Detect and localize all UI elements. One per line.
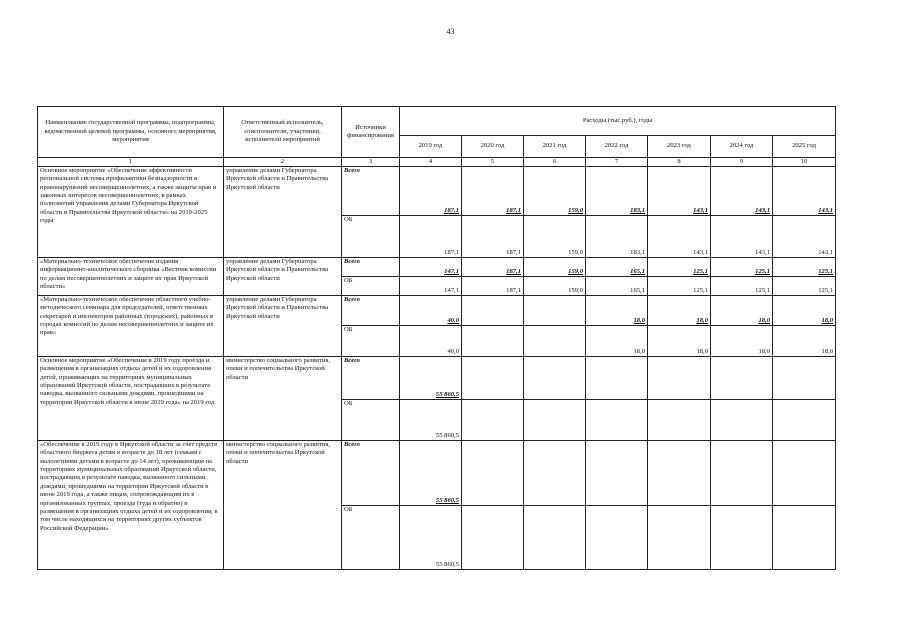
column-numbers-row bbox=[38, 158, 836, 167]
ob-value: 187,1 bbox=[400, 216, 462, 258]
ob-value: 55 860,5 bbox=[400, 400, 462, 441]
header-year: 2019 год bbox=[400, 136, 462, 158]
ob-value bbox=[586, 506, 648, 570]
total-value: 183,1 bbox=[586, 167, 648, 216]
ob-value: 18,0 bbox=[648, 326, 711, 357]
header-year: 2021 год bbox=[524, 136, 586, 158]
source-total-label: Всего bbox=[342, 441, 400, 506]
table-row bbox=[38, 296, 836, 326]
header-year: 2024 год bbox=[711, 136, 773, 158]
source-total-label: Всего bbox=[342, 296, 400, 326]
total-value: 143,1 bbox=[711, 167, 773, 216]
total-value bbox=[524, 441, 586, 506]
total-value bbox=[648, 357, 711, 400]
total-value bbox=[524, 296, 586, 326]
ob-value bbox=[586, 400, 648, 441]
total-value bbox=[462, 357, 524, 400]
source-total-label: Всего bbox=[342, 258, 400, 277]
table-row bbox=[38, 441, 836, 506]
ob-value bbox=[711, 506, 773, 570]
column-number: 9 bbox=[711, 158, 773, 167]
total-value bbox=[711, 357, 773, 400]
row-executor: министерство социального развития, опеки и попечительства Иркутской области bbox=[224, 441, 342, 570]
total-value: 55 860,5 bbox=[400, 441, 462, 506]
ob-value: 147,1 bbox=[400, 277, 462, 296]
total-value: 18,0 bbox=[773, 296, 836, 326]
ob-value: 18,0 bbox=[586, 326, 648, 357]
total-value: 125,1 bbox=[711, 258, 773, 277]
ob-value bbox=[773, 506, 836, 570]
ob-value: 143,1 bbox=[773, 216, 836, 258]
total-value: 159,0 bbox=[524, 167, 586, 216]
ob-value bbox=[773, 400, 836, 441]
total-value: 143,1 bbox=[773, 167, 836, 216]
row-executor: управление делами Губернатора Иркутской области и Правительства Иркутской области bbox=[224, 296, 342, 357]
total-value: 187,1 bbox=[400, 167, 462, 216]
source-ob-label: ОБ bbox=[342, 400, 400, 441]
row-executor: управление делами Губернатора Иркутской области и Правительства Иркутской области bbox=[224, 167, 342, 258]
row-executor: управление делами Губернатора Иркутской области и Правительства Иркутской области bbox=[224, 258, 342, 296]
ob-value: 55 860,5 bbox=[400, 506, 462, 570]
total-value: 125,1 bbox=[773, 258, 836, 277]
header-name: Наименование государственной программы, подпрограммы, ведомственной целевой программы, основного мероприятия, мероприятия bbox=[38, 107, 224, 158]
ob-value: 159,0 bbox=[524, 277, 586, 296]
total-value: 18,0 bbox=[711, 296, 773, 326]
table-row bbox=[38, 258, 836, 277]
ob-value: 125,1 bbox=[648, 277, 711, 296]
total-value: 55 860,5 bbox=[400, 357, 462, 400]
source-ob-label: ОБ bbox=[342, 277, 400, 296]
ob-value: 143,1 bbox=[648, 216, 711, 258]
ob-value: 187,1 bbox=[462, 216, 524, 258]
header-expenses: Расходы (тыс.руб.), годы bbox=[400, 107, 836, 136]
ob-value bbox=[648, 506, 711, 570]
ob-value bbox=[462, 506, 524, 570]
source-total-label: Всего bbox=[342, 167, 400, 216]
ob-value bbox=[524, 506, 586, 570]
ob-value bbox=[648, 400, 711, 441]
ob-value: 125,1 bbox=[711, 277, 773, 296]
ob-value bbox=[524, 400, 586, 441]
ob-value: 40,0 bbox=[400, 326, 462, 357]
ob-value bbox=[462, 326, 524, 357]
total-value: 18,0 bbox=[586, 296, 648, 326]
total-value: 159,0 bbox=[524, 258, 586, 277]
row-name: «Материально-техническое обеспечение издания информационно-аналитического сборника «Вестник комиссии по делам несовершеннолетних и защите их прав Иркутской области» bbox=[38, 258, 224, 296]
table-body bbox=[38, 167, 836, 570]
total-value: 40,0 bbox=[400, 296, 462, 326]
ob-value bbox=[524, 326, 586, 357]
header-year: 2022 год bbox=[586, 136, 648, 158]
column-number: 6 bbox=[524, 158, 586, 167]
total-value bbox=[648, 441, 711, 506]
table-row bbox=[38, 167, 836, 216]
ob-value: 125,1 bbox=[773, 277, 836, 296]
column-number: 5 bbox=[462, 158, 524, 167]
column-number: 10 bbox=[773, 158, 836, 167]
header-source: Источники финансирования bbox=[342, 107, 400, 158]
total-value bbox=[586, 357, 648, 400]
source-total-label: Всего bbox=[342, 357, 400, 400]
table-row bbox=[38, 357, 836, 400]
expenses-table bbox=[37, 106, 836, 570]
total-value: 147,1 bbox=[400, 258, 462, 277]
total-value bbox=[462, 441, 524, 506]
total-value bbox=[711, 441, 773, 506]
row-name: Основное мероприятие «Обеспечение эффективности региональной системы профилактики безнадзорности и правонарушений несовершеннолетних, а также защиты прав и законных интересов несовершеннолетних, в рамках полномочий управления делами Губернатора Иркутской области и Правительства Иркутской области» на 2019-2025 годы bbox=[38, 167, 224, 258]
column-number: 1 bbox=[38, 158, 224, 167]
ob-value bbox=[462, 400, 524, 441]
ob-value bbox=[711, 400, 773, 441]
ob-value: 18,0 bbox=[773, 326, 836, 357]
column-number: 4 bbox=[400, 158, 462, 167]
total-value bbox=[524, 357, 586, 400]
ob-value: 165,1 bbox=[586, 277, 648, 296]
ob-value: 183,1 bbox=[586, 216, 648, 258]
source-ob-label: ОБ bbox=[342, 216, 400, 258]
total-value: 165,1 bbox=[586, 258, 648, 277]
total-value bbox=[462, 296, 524, 326]
column-number: 2 bbox=[224, 158, 342, 167]
header-year: 2020 год bbox=[462, 136, 524, 158]
ob-value: 159,0 bbox=[524, 216, 586, 258]
ob-value: 18,0 bbox=[711, 326, 773, 357]
page-number: 43 bbox=[446, 27, 455, 36]
total-value: 18,0 bbox=[648, 296, 711, 326]
total-value bbox=[773, 441, 836, 506]
column-number: 8 bbox=[648, 158, 711, 167]
source-ob-label: ОБ bbox=[342, 326, 400, 357]
header-year: 2025 год bbox=[773, 136, 836, 158]
total-value: 143,1 bbox=[648, 167, 711, 216]
source-ob-label: ОБ bbox=[342, 506, 400, 570]
total-value: 187,1 bbox=[462, 258, 524, 277]
total-value: 187,1 bbox=[462, 167, 524, 216]
total-value bbox=[773, 357, 836, 400]
row-name: «Обеспечение в 2019 году в Иркутской области за счет средств областного бюджета детям в возрасте до 18 лет (семьям с малолетними детьми в возрасте до 14 лет), проживающим на территориях муниципальных образований Иркутской области, пострадавших в результате паводка, вызванного сильными дождями, прошедшими на территории Иркутской области в июне 2019 года, а также лицам, сопровождающим их в организованных группах, проезда (туда и обратно) и размещения в организациях отдыха детей и их оздоровления, в том числе находящихся на территориях других субъектов Российской Федерации» bbox=[38, 441, 224, 570]
row-name: Основное мероприятие «Обеспечение в 2019 году проезда и размещения в организациях отдыха детей и их оздоровления детей, проживающих на территориях муниципальных образований Иркутской области, пострадавших в результате паводка, вызванного сильными дождями, прошедшими на территории Иркутской области в июне 2019 года» на 2019 год bbox=[38, 357, 224, 441]
column-number: 3 bbox=[342, 158, 400, 167]
row-name: «Материально-техническое обеспечение областного учебно-методического семинара для председателей, ответственных секретарей и инспекторов районных (городских), районных в городах комиссий по делам несовершеннолетних и защите их прав» bbox=[38, 296, 224, 357]
total-value bbox=[586, 441, 648, 506]
row-executor: министерство социального развития, опеки и попечительства Иркутской области bbox=[224, 357, 342, 441]
header-year: 2023 год bbox=[648, 136, 711, 158]
ob-value: 187,1 bbox=[462, 277, 524, 296]
column-number: 7 bbox=[586, 158, 648, 167]
ob-value: 143,1 bbox=[711, 216, 773, 258]
total-value: 125,1 bbox=[648, 258, 711, 277]
header-executor: Ответственный исполнитель, соисполнители, участники, исполнители мероприятий bbox=[224, 107, 342, 158]
